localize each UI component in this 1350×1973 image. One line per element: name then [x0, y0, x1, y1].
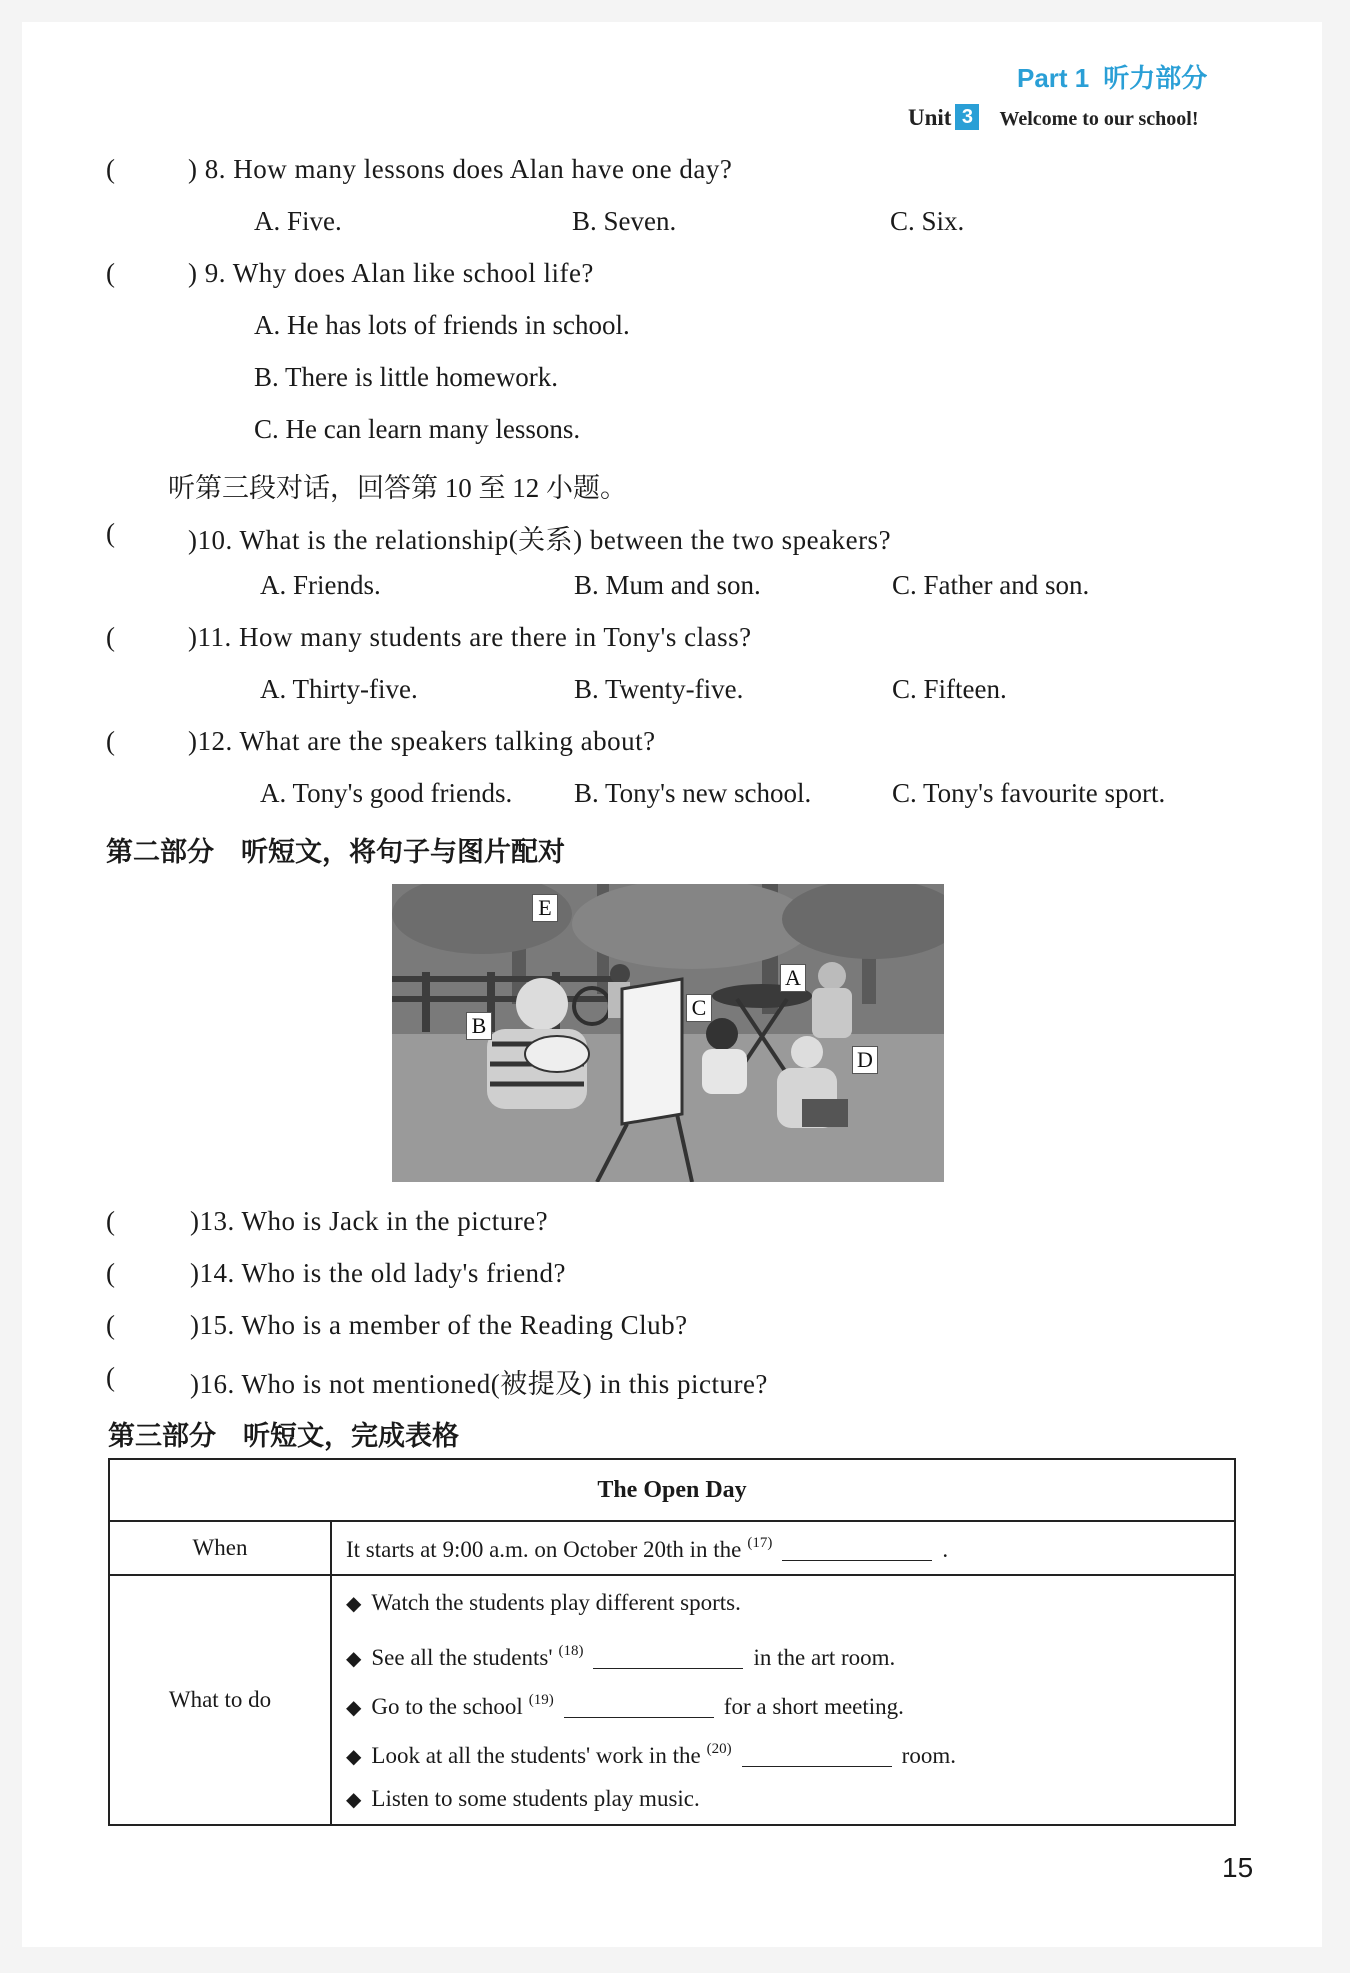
q10-option-a: A. Friends.: [260, 570, 381, 600]
answer-paren[interactable]: (: [106, 1310, 115, 1340]
page-number: 15: [1222, 1852, 1254, 1883]
question-8: ) 8. How many lessons does Alan have one day?: [188, 154, 733, 184]
unit-header: [908, 104, 1199, 131]
answer-paren[interactable]: (: [106, 1206, 115, 1236]
unit-title: Welcome to our school!: [999, 108, 1199, 130]
section-2-heading: 第二部分 听短文，将句子与图片配对: [106, 837, 565, 868]
answer-paren[interactable]: (: [106, 726, 115, 756]
picture-label-e: E: [532, 894, 558, 922]
when-cell: [331, 1521, 1235, 1575]
q10-option-b: B. Mum and son.: [574, 570, 761, 600]
open-day-table: [108, 1458, 1236, 1826]
listening-instruction: 听第三段对话，回答第 10 至 12 小题。: [168, 473, 627, 503]
activity-item: [346, 1627, 1233, 1676]
answer-blank-17[interactable]: [782, 1534, 932, 1561]
answer-blank-19[interactable]: [564, 1691, 714, 1718]
activity-text-after: in the art room.: [753, 1644, 896, 1670]
q8-option-b: B. Seven.: [572, 206, 677, 236]
diamond-bullet-icon: ◆: [346, 1786, 362, 1811]
q9-option-c: C. He can learn many lessons.: [254, 414, 581, 444]
activity-text: Listen to some students play music.: [371, 1785, 700, 1811]
diamond-bullet-icon: ◆: [346, 1645, 362, 1670]
diamond-bullet-icon: ◆: [346, 1743, 362, 1768]
activity-item: [346, 1578, 1233, 1627]
q12-option-b: B. Tony's new school.: [574, 778, 812, 808]
answer-paren[interactable]: (: [106, 154, 115, 184]
blank-number-19: (19): [528, 1691, 554, 1708]
activity-text: Go to the school: [371, 1693, 523, 1719]
table-title: The Open Day: [109, 1459, 1235, 1521]
picture-label-c: C: [686, 994, 712, 1022]
when-period: .: [942, 1536, 949, 1562]
question-14: )14. Who is the old lady's friend?: [190, 1258, 567, 1288]
q11-option-c: C. Fifteen.: [892, 674, 1007, 704]
q8-option-c: C. Six.: [890, 206, 965, 236]
question-11: )11. How many students are there in Tony's class?: [188, 622, 752, 652]
answer-paren[interactable]: (: [106, 258, 115, 288]
q9-option-b: B. There is little homework.: [254, 362, 558, 392]
picture-label-b: B: [466, 1012, 492, 1040]
activity-text-after: room.: [901, 1742, 956, 1768]
blank-number-20: (20): [706, 1740, 732, 1757]
activity-item: [346, 1725, 1233, 1774]
q8-option-a: A. Five.: [254, 206, 342, 236]
part-label: Part 1: [1017, 63, 1090, 93]
diamond-bullet-icon: ◆: [346, 1694, 362, 1719]
picture-label-d: D: [852, 1046, 878, 1074]
part-header: [1017, 58, 1207, 95]
question-13: )13. Who is Jack in the picture?: [190, 1206, 549, 1236]
answer-blank-18[interactable]: [593, 1642, 743, 1669]
q11-option-a: A. Thirty-five.: [260, 674, 418, 704]
question-15: )15. Who is a member of the Reading Club?: [190, 1310, 688, 1340]
q9-option-a: A. He has lots of friends in school.: [254, 310, 630, 340]
question-9: ) 9. Why does Alan like school life?: [188, 258, 594, 288]
when-label: When: [109, 1521, 331, 1575]
question-10: )10. What is the relationship(关系) between the two speakers?: [188, 525, 892, 555]
activity-text: Watch the students play different sports.: [371, 1589, 741, 1615]
what-to-do-label: What to do: [109, 1575, 331, 1825]
when-text: It starts at 9:00 a.m. on October 20th in the: [346, 1536, 742, 1562]
blank-number-17: (17): [747, 1534, 773, 1551]
answer-paren[interactable]: (: [106, 622, 115, 652]
q12-option-a: A. Tony's good friends.: [260, 778, 513, 808]
activity-item: [346, 1676, 1233, 1725]
activity-text: Look at all the students' work in the: [371, 1742, 701, 1768]
diamond-bullet-icon: ◆: [346, 1590, 362, 1615]
answer-paren[interactable]: (: [106, 1362, 115, 1392]
answer-blank-20[interactable]: [742, 1740, 892, 1767]
activity-item: [346, 1774, 1233, 1823]
section-3-heading: 第三部分 听短文，完成表格: [108, 1421, 459, 1452]
unit-number-badge: 3: [955, 104, 979, 130]
part-zh-label: 听力部分: [1103, 63, 1208, 93]
what-to-do-cell: [331, 1575, 1235, 1825]
q12-option-c: C. Tony's favourite sport.: [892, 778, 1166, 808]
answer-paren[interactable]: (: [106, 1258, 115, 1288]
activity-text-after: for a short meeting.: [723, 1693, 904, 1719]
activity-text: See all the students': [371, 1644, 553, 1670]
q11-option-b: B. Twenty-five.: [574, 674, 744, 704]
picture-label-a: A: [780, 964, 806, 992]
blank-number-18: (18): [558, 1642, 584, 1659]
park-illustration: [392, 884, 944, 1182]
question-12: )12. What are the speakers talking about?: [188, 726, 656, 756]
question-16: )16. Who is not mentioned(被提及) in this picture?: [190, 1369, 768, 1399]
q10-option-c: C. Father and son.: [892, 570, 1090, 600]
answer-paren[interactable]: (: [106, 518, 115, 548]
unit-label: Unit: [908, 105, 952, 130]
